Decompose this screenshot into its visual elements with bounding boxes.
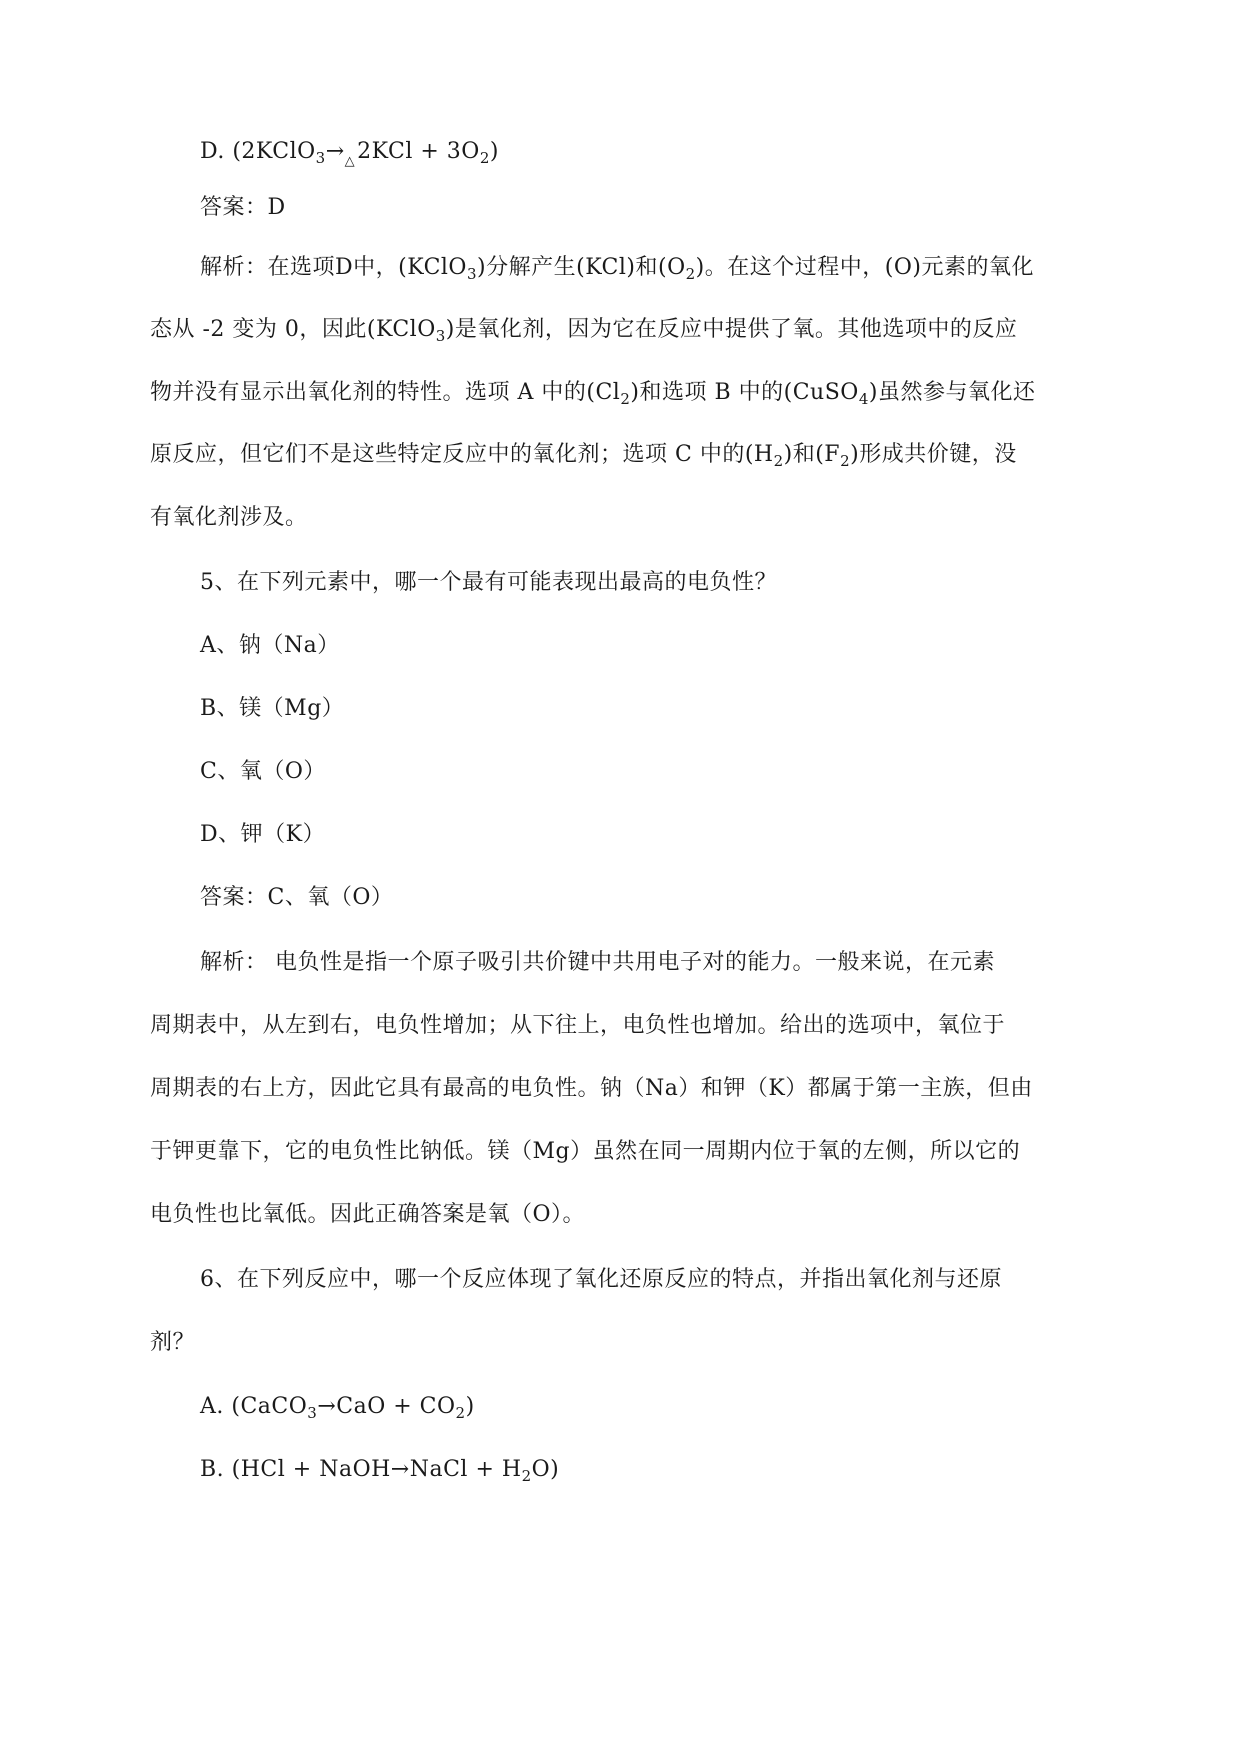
analysis-4-line-1: [200, 253, 1034, 283]
analysis-5-line-3: 周期表的右上方，因此它具有最高的电负性。钠（Na）和钾（K）都属于第一主族，但由: [150, 1076, 1033, 1101]
analysis-text: 态从 -2 变为 0，因此(KClO: [150, 317, 436, 342]
question-6-line-2: 剂？: [150, 1330, 196, 1355]
question-5-option-d: D、钾（K）: [200, 822, 326, 847]
answer-5: 答案：C、氧（O）: [200, 885, 394, 910]
subscript: 3: [466, 265, 478, 283]
analysis-text: )分解产生(KCl)和(O: [477, 255, 686, 280]
analysis-text: )虽然参与氧化还: [868, 380, 1036, 405]
subscript: 2: [620, 390, 631, 408]
subscript: 2: [455, 1404, 466, 1422]
analysis-text: )和选项 B 中的(CuSO: [630, 380, 859, 405]
analysis-4-line-2: [150, 315, 1017, 345]
analysis-text: )是氧化剂，因为它在反应中提供了氧。其他选项中的反应: [445, 317, 1018, 342]
analysis-4-line-3: [150, 378, 1035, 408]
analysis-text: )和(F: [783, 442, 841, 467]
analysis-text: 原反应，但它们不是这些特定反应中的氧化剂；选项 C 中的(H: [150, 442, 774, 467]
question-6-line-1: 6、在下列反应中，哪一个反应体现了氧化还原反应的特点，并指出氧化剂与还原: [200, 1267, 1002, 1292]
subscript: 2: [479, 149, 490, 167]
option-d-equation: [200, 137, 499, 167]
analysis-5-line-4: 于钾更靠下，它的电负性比钠低。镁（Mg）虽然在同一周期内位于氧的左侧，所以它的: [150, 1139, 1021, 1164]
reaction-arrow: →: [325, 139, 345, 164]
subscript: 2: [685, 265, 696, 283]
equation-text: D. (2KClO: [200, 139, 316, 164]
analysis-5-line-1: 解析： 电负性是指一个原子吸引共价键中共用电子对的能力。一般来说，在元素: [200, 950, 995, 975]
subscript: 3: [307, 1404, 318, 1422]
question-5-option-a: A、钠（Na）: [200, 633, 340, 658]
subscript: 2: [773, 452, 784, 470]
equation-text: 2KCl + 3O: [357, 139, 480, 164]
analysis-4-line-4: [150, 440, 1017, 470]
equation-text: O): [531, 1457, 560, 1482]
subscript: 3: [315, 149, 326, 167]
analysis-text: 物并没有显示出氧化剂的特性。选项 A 中的(Cl: [150, 380, 621, 405]
question-6-option-b: [200, 1455, 559, 1485]
question-5-option-c: C、氧（O）: [200, 759, 326, 784]
subscript: 2: [521, 1467, 532, 1485]
analysis-text: )形成共价键，没: [850, 442, 1017, 467]
answer-4: 答案：D: [200, 195, 286, 220]
equation-text: A. (CaCO: [200, 1394, 308, 1419]
equation-text: →CaO + CO: [317, 1394, 456, 1419]
subscript: 2: [840, 452, 851, 470]
equation-text: ): [489, 139, 499, 164]
question-5-option-b: B、镁（Mg）: [200, 696, 345, 721]
heat-symbol: △: [344, 154, 356, 169]
equation-text: B. (HCl + NaOH→NaCl + H: [200, 1457, 522, 1482]
question-6-option-a: [200, 1392, 475, 1422]
analysis-text: 解析：在选项D中，(KClO: [200, 255, 467, 280]
subscript: 4: [858, 390, 869, 408]
equation-text: ): [465, 1394, 475, 1419]
analysis-4-line-5: 有氧化剂涉及。: [150, 505, 308, 530]
analysis-5-line-2: 周期表中，从左到右，电负性增加；从下往上，电负性也增加。给出的选项中，氧位于: [150, 1013, 1006, 1038]
analysis-text: )。在这个过程中，(O)元素的氧化: [695, 255, 1034, 280]
analysis-5-line-5: 电负性也比氧低。因此正确答案是氧（O）。: [150, 1202, 586, 1227]
subscript: 3: [435, 327, 446, 345]
question-5: 5、在下列元素中，哪一个最有可能表现出最高的电负性？: [200, 570, 777, 595]
